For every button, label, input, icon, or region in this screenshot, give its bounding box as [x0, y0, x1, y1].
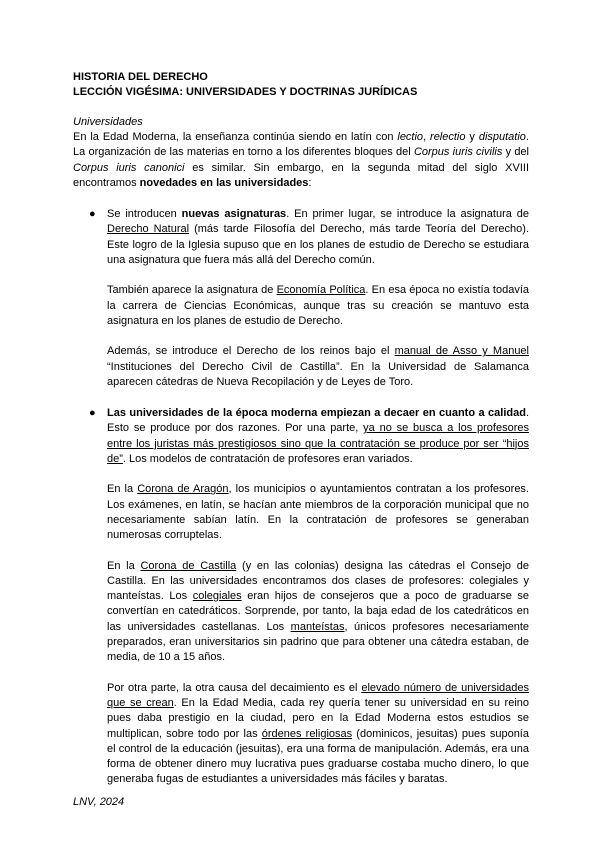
footer-note: LNV, 2024 — [73, 796, 125, 808]
intro-paragraph: En la Edad Moderna, la enseñanza continúa siendo en latín con lectio, relectio y disputatio. La organización de las materias en torno a los diferentes bloques del Corpus iuris civilis y del Corpus iuris canonici es similar. Sin embargo, en la segunda mitad del siglo XVIII encontramos novedades en las universidades: — [73, 131, 530, 189]
document-page — [73, 70, 529, 788]
paragraph-natural-law: Se introducen nuevas asignaturas. En primer lugar, se introduce la asignatura de Derecho Natural (más tarde Filosofía del Derecho, más tarde Teoría del Derecho). Este logro de la Iglesia supuso que en los planes de estudio de Derecho se estudiara una asignatura que fuera más allá del Derecho común. — [107, 208, 530, 267]
bullet-icon: ● — [89, 208, 96, 221]
paragraph-kingdom-law: Además, se introduce el Derecho de los reinos bajo el manual de Asso y Manuel “Instituciones del Derecho Civil de Castilla”. En la Universidad de Salamanca aparecen cátedras de Nueva Recopilación y de Leyes de Toro. — [107, 345, 529, 388]
bullet-icon: ● — [89, 407, 96, 420]
lesson-title: LECCIÓN VIGÉSIMA: UNIVERSIDADES Y DOCTRINAS JURÍDICAS — [73, 86, 418, 98]
paragraph-castilla: En la Corona de Castilla (y en las colonias) designa las cátedras el Consejo de Castilla. En las universidades encontramos dos clases de profesores: colegiales y manteístas. Los colegiales eran hijos de consejeros que a poco de graduarse se convertían en catedráticos. Sorprende, por tanto, la baja edad de los catedráticos en las universidades castellanas. Los manteístas, únicos profesores necesariamente preparados, eran universitarios sin padrino que para obtener una cátedra estaban, de media, de 10 a 15 años. — [107, 559, 530, 664]
bullet-quality-decline — [73, 406, 529, 788]
paragraph-political-economy: También aparece la asignatura de Economía Política. En esa época no existía todavía la carrera de Ciencias Económicas, aunque tras su creación se mantuvo esta asignatura en los planes de estudio de Derecho. — [107, 284, 530, 327]
paragraph-decline: Las universidades de la época moderna empiezan a decaer en cuanto a calidad. Esto se produce por dos razones. Por una parte, ya no se busca a los profesores entre los juristas más prestigiosos sino que la contratación se produce por ser “hijos de”. Los modelos de contratación de profesores eran variados. — [107, 407, 530, 466]
paragraph-aragon: En la Corona de Aragón, los municipios o ayuntamientos contratan a los profesores. Los exámenes, en latín, se hacían ante miembros de la corporación municipal que no necesariamente sabían latín. En la contratación de profesores se generaban numerosas corruptelas. — [107, 483, 529, 542]
section-heading: Universidades — [73, 116, 143, 128]
paragraph-number-universities: Por otra parte, la otra causa del decaimiento es el elevado número de universidades que se crean. En la Edad Media, cada rey quería tener su universidad en su reino pues daba prestigio en la ciudad, pero en la Edad Moderna estos estudios se multiplican, sobre todo por las órdenes religiosas (dominicos, jesuitas) pues suponía el control de la educación (jesuitas), era una forma de manipulación. Además, era una forma de obtener dinero muy lucrativa pues graduarse costaba mucho dinero, lo que generaba fugas de estudiantes a universidades más fáciles y baratas. — [107, 681, 530, 786]
course-title: HISTORIA DEL DERECHO — [73, 71, 208, 83]
bullet-new-subjects — [73, 207, 529, 390]
